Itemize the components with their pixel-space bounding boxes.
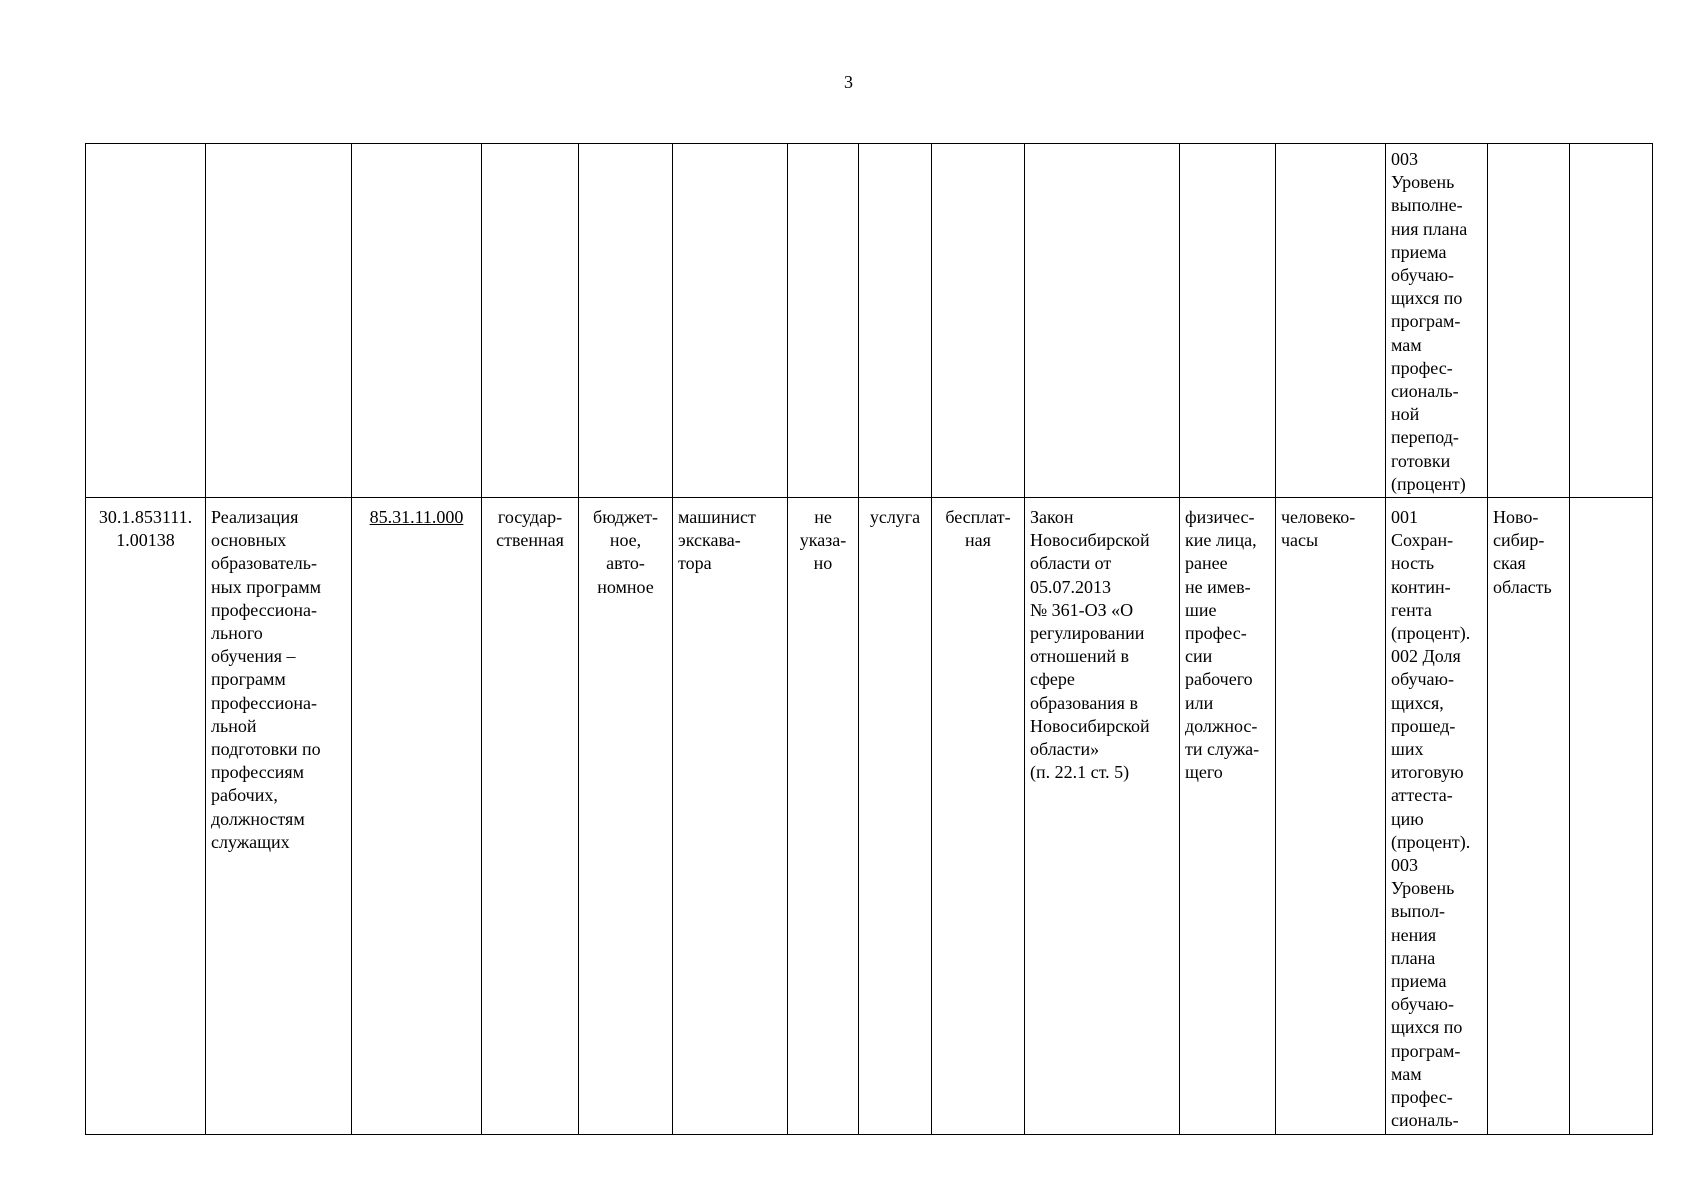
territory-cell: Ново- сибир- ская область (1488, 498, 1570, 1135)
table-cell (1276, 144, 1386, 498)
ownership-cell: государ- ственная (482, 498, 579, 1135)
registry-number-cell: 30.1.853111. 1.00138 (86, 498, 206, 1135)
table-cell (206, 144, 352, 498)
table-cell (788, 144, 859, 498)
table-row (86, 498, 1653, 1135)
quality-indicators-cell: 001 Сохран- ность контин- гента (процент). 002 Доля обучаю- щихся, прошед- ших итоговую аттеста- цию (процент). 003 Уровень выпол- нения плана приема обучаю- щихся по програм- мам профес- сиональ- (1386, 498, 1488, 1135)
condition-cell: не указа- но (788, 498, 859, 1135)
table-cell (86, 144, 206, 498)
page-number: 3 (844, 72, 853, 92)
table-cell (579, 144, 673, 498)
kind-cell: услуга (859, 498, 932, 1135)
okved-code-link[interactable]: 85.31.11.000 (369, 507, 464, 527)
table-cell (1025, 144, 1180, 498)
table-cell (673, 144, 788, 498)
payment-cell: бесплат- ная (932, 498, 1025, 1135)
services-table (85, 143, 1653, 1135)
table-cell (932, 144, 1025, 498)
volume-unit-cell: человеко- часы (1276, 498, 1386, 1135)
service-name-cell: Реализация основных образователь- ных программ профессиона- льного обучения – программ профессиона- льной подготовки по профессиям рабочих, должностям служащих (206, 498, 352, 1135)
table-cell (859, 144, 932, 498)
table-cell (1570, 144, 1653, 498)
okved-code-cell (352, 498, 482, 1135)
table-cell (1488, 144, 1570, 498)
content-cell: машинист экскава- тора (673, 498, 788, 1135)
table-row (86, 144, 1653, 498)
quality-indicators-cell: 003 Уровень выполне- ния плана приема обучаю- щихся по програм- мам профес- сиональ- ной перепод- готовки (процент) (1386, 144, 1488, 498)
table-cell (1180, 144, 1276, 498)
table-cell (352, 144, 482, 498)
table-cell (482, 144, 579, 498)
consumers-cell: физичес- кие лица, ранее не имев- шие профес- сии рабочего или должнос- ти служа- щего (1180, 498, 1276, 1135)
institution-type-cell: бюджет- ное, авто- номное (579, 498, 673, 1135)
legal-basis-cell: Закон Новосибирской области от 05.07.2013 № 361-ОЗ «О регулировании отношений в сфере образования в Новосибирской области» (п. 22.1 ст. 5) (1025, 498, 1180, 1135)
table-cell (1570, 498, 1653, 1135)
